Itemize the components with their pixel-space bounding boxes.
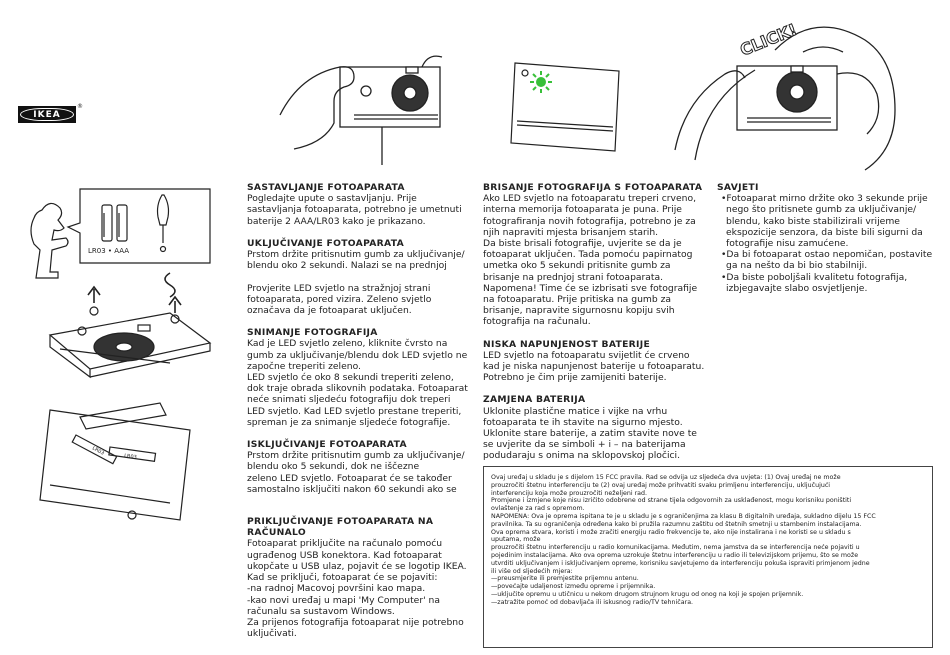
- section-title: ZAMJENA BATERIJA: [483, 394, 586, 406]
- arrow-up-icon: [88, 287, 100, 303]
- hand-icon: [675, 71, 745, 150]
- section-delete: [483, 182, 711, 328]
- section-body: Prstom držite pritisnutim gumb za uključivanje/ blendu oko 2 sekundi. Nalazi se na prednjoj Provjerite LED svjetlo na stražnjoj strani fotoaparata, pored vizira. Zeleno svjetlo označava da je fotoaparat uključen.: [247, 249, 465, 317]
- section-title: PRIKLJUČIVANJE FOTOAPARATA NA RAČUNALO: [247, 516, 434, 539]
- fcc-notice-text: Ovaj uređaj u skladu je s dijelom 15 FCC pravila. Rad se odvija uz sljedeća dva uvjeta: (1) Ovaj uređaj ne može prouzročiti štetnu interferenciju te (2) ovaj uređaj može prihvatiti svaku primljenu interferenciju, uključujući interferenciju koja može prouzročiti neželjeni rad. Promjene i izmjene koje nisu izričito odobrene od strane tijela odgovornih za usklađenost, mogu korisniku poništiti ovlaštenje za rad s opremom. NAPOMENA: Ova je oprema ispitana te je u skladu je s ograničenjima za klasu B digitalnih uređaja, sukladno dijelu 15 FCC pravilnika. Ta su ograničenja određena kako bi pružila razumnu zaštitu od štetnih smetnji u stambenim instalacijama. Ova oprema stvara, koristi i može zračiti energiju radio frekvencije te, ako nije instalirana i ne koristi se u skladu s uputama, može prouzročiti štetnu interferenciju u radio komunikacijama. Međutim, nema jamstva da se interferencija neće pojaviti u pojedinim instalacijama. Ako ova oprema uzrokuje štetnu interferenciju u radio ili televizijskom prijemu, što se može utvrditi uključivanjem i isključivanjem opreme, korisniku savjetujemo da interferenciju pokuša ispraviti primjenom jedne ili više od sljedećih mjera: —preusmjerite ili premjestite prijemnu antenu. —povećajte udaljenost između opreme i prijemnika. —uključite opremu u utičnicu u nekom drugom strujnom krugu od onog na koji je spojen prijemnik. —zatražite pomoć od dobavljača ili iskusnog radio/TV tehničara.: [491, 474, 876, 606]
- ikea-logo: [18, 106, 76, 123]
- logo-text: IKEA: [33, 109, 61, 120]
- section-power-off: [247, 439, 472, 495]
- battery-label: LR03 • AAA: [88, 247, 130, 255]
- section-title: SNIMANJE FOTOGRAFIJA: [247, 327, 378, 339]
- take-photo-illustration: [655, 10, 915, 180]
- section-body: Ako LED svjetlo na fotoaparatu treperi crveno, interna memorija fotoaparata je puna. Prije fotografiranja novih fotografija, potrebno je za njih napraviti mjesta brisanjem starih. Da biste brisali fotografije, uvjerite se da je fotoaparat uključen. Tada pomoću papirnatog umetka oko 5 sekundi pritisnite gumb za brisanje na prednjoj strani fotoaparata. Napomena! Time će se izbrisati sve fotografije na fotoaparatu. Prije pritiska na gumb za brisanje, napravite sigurnosnu kopiju svih fotografija na računalu.: [483, 193, 698, 328]
- section-assembly: [247, 182, 472, 227]
- section-body: LED svjetlo na fotoaparatu svijetlit će crveno kad je niska napunjenost baterije u fotoaparatu. Potrebno je čim prije zamijeniti baterije.: [483, 349, 705, 384]
- section-low-battery: [483, 339, 711, 384]
- section-shooting: [247, 327, 472, 428]
- battery-tag: LR03: [91, 445, 106, 457]
- tips-list: [717, 193, 939, 294]
- section-power-on: [247, 238, 472, 316]
- section-title: BRISANJE FOTOGRAFIJA S FOTOAPARATA: [483, 182, 703, 193]
- led-icon: [530, 71, 552, 93]
- click-text: CLICK!: [737, 19, 800, 60]
- section-body: Prstom držite pritisnutim gumb za uključivanje/ blendu oko 5 sekundi, dok ne iščezne zeleno LED svjetlo. Fotoaparat će se također samostalno isključiti nakon 60 sekundi ako se: [247, 450, 465, 495]
- fcc-notice-box: [483, 466, 933, 648]
- battery-tag: LR03: [123, 453, 138, 461]
- arrow-up-icon: [169, 297, 181, 313]
- list-item: •Da bi fotoaparat ostao nepomičan, postavite ga na nešto da bi bio stabilniji.: [721, 249, 933, 272]
- section-title: SAVJETI: [717, 182, 759, 193]
- hand-icon: [280, 67, 354, 149]
- section-body: Kad je LED svjetlo zeleno, kliknite čvrsto na gumb za uključivanje/blendu dok LED svjetlo ne započne treperiti zeleno. LED svjetlo će oko 8 sekundi treperiti zeleno, dok traje obrada slikovnih podataka. Fotoaparat neće snimati sljedeću fotografiju dok treperi LED svjetlo. Kad LED svjetlo prestane treperiti, spreman je za snimanje sljedeće fotografije.: [247, 338, 468, 428]
- section-body: Uklonite plastične matice i vijke na vrhu fotoaparata te ih stavite na sigurno mjesto. Uklonite stare baterije, a zatim stavite nove te se uvjerite da se simboli + i – na baterijama podudaraju s onima na sklopovskoj pločici.: [483, 405, 697, 462]
- section-replace: [483, 394, 711, 461]
- section-connect: [247, 516, 472, 639]
- circuit-board: [511, 63, 619, 151]
- assembly-illustration: [20, 185, 220, 655]
- section-title: UKLJUČIVANJE FOTOAPARATA: [247, 237, 405, 249]
- registered-mark: ®: [77, 103, 83, 110]
- section-body: Fotoaparat priključite na računalo pomoću ugrađenog USB konektora. Kad fotoaparat ukopčate u USB ulaz, pojavit će se logotip IKEA. Kad se priključi, fotoaparat će se pojaviti: -na radnoj Macovoj površini kao mapa. -kao novi uređaj u mapi 'My Computer' na računalu sa sustavom Windows. Za prijenos fotografija fotoaparat nije potrebno uključivati.: [247, 538, 467, 640]
- person-figure: [31, 203, 68, 278]
- list-item: •Da biste poboljšali kvalitetu fotografija, izbjegavajte slabo osvjetljenje.: [721, 271, 908, 294]
- screw-icon: [90, 307, 98, 315]
- power-button: [361, 86, 371, 96]
- led-board-illustration: [505, 55, 625, 150]
- screwdriver-icon: [158, 195, 169, 243]
- section-body: Pogledajte upute o sastavljanju. Prije sastavljanja fotoaparata, potrebno je umetnuti baterije 2 AAA/LR03 kako je prikazano.: [247, 193, 462, 227]
- camera-back-illustration: [270, 45, 450, 175]
- battery-compartment: [40, 410, 190, 520]
- section-title: SASTAVLJANJE FOTOAPARATA: [247, 182, 405, 193]
- section-title: ISKLJUČIVANJE FOTOAPARATA: [247, 439, 407, 451]
- list-item: •Fotoaparat mirno držite oko 3 sekunde prije nego što pritisnete gumb za uključivanje/ blendu, kako biste stabilizirali vrijeme ekspozicije senzora, da biste bili sigurni da fotografije nisu zamućene.: [721, 193, 928, 250]
- section-title: NISKA NAPUNJENOST BATERIJE: [483, 338, 651, 350]
- column-left: [247, 182, 472, 650]
- rotate-icon: [165, 273, 175, 297]
- column-right: [717, 182, 939, 294]
- column-middle: [483, 182, 711, 473]
